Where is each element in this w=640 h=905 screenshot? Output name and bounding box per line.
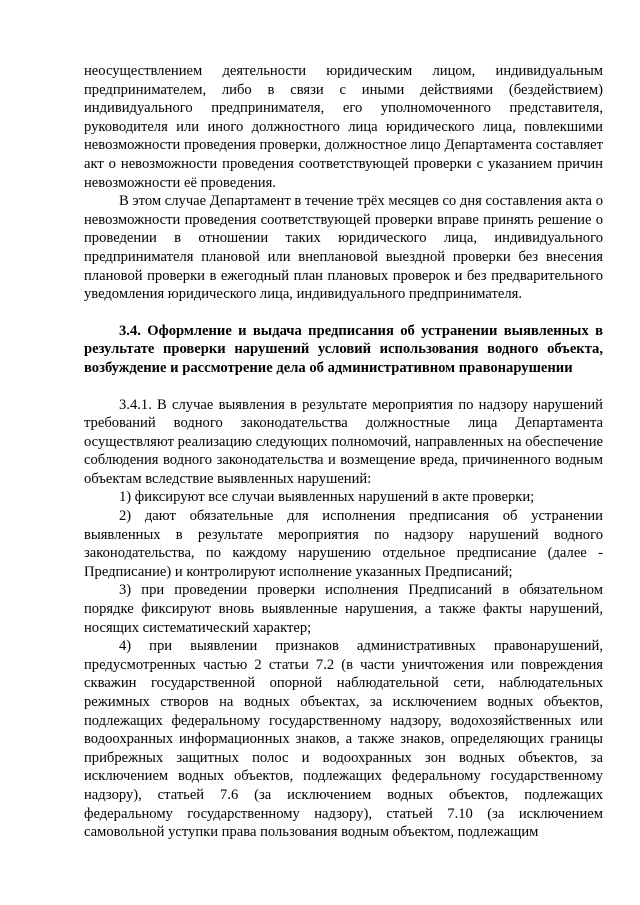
- paragraph-3-4-1: 3.4.1. В случае выявления в результате мероприятия по надзору нарушений требований водного законодательства должностные лица Департамента осуществляют реализацию следующих полномочий, направленных на обеспечение соблюдения водного законодательства и возмещение вреда, причиненного водным объектам вследствие выявленных нарушений:: [84, 396, 603, 487]
- paragraph-impossibility-act: неосуществлением деятельности юридическим лицом, индивидуальным предпринимателем, либо в связи с иными действиями (бездействием) индивидуального предпринимателя, его уполномоченного представителя, руководителя или иного должностного лица юридического лица, повлекшими невозможности проведения проверки, должностное лицо Департамента составляет акт о невозможности проведения соответствующей проверки с указанием причин невозможности её проведения.: [84, 63, 603, 191]
- list-item-1: 1) фиксируют все случаи выявленных нарушений в акте проверки;: [119, 489, 535, 506]
- document-page: [84, 62, 603, 842]
- list-item-4: 4) при выявлении признаков административных правонарушений, предусмотренных частью 2 статьи 7.2 (в части уничтожения или повреждения скважин государственной опорной наблюдательной сети, наблюдательных режимных створов на водных объектах, за исключением водных объектов, подлежащих федеральному государственному надзору, водохозяйственных или водоохранных информационных знаков, а также знаков, определяющих границы прибрежных защитных полос и водоохранных зон водных объектов, за исключением водных объектов, подлежащих федеральному государственному надзору), статьей 7.6 (за исключением водных объектов, подлежащих федеральному государственному надзору), статьей 7.10 (за исключением самовольной уступки права пользования водным объектом, подлежащим: [84, 638, 603, 841]
- list-item-2: 2) дают обязательные для исполнения предписания об устранении выявленных в результате мероприятия по надзору нарушений водного законодательства, по каждому нарушению отдельное предписание (далее - Предписание) и контролируют исполнение указанных Предписаний;: [84, 508, 603, 580]
- section-heading: 3.4. Оформление и выдача предписания об устранении выявленных в результате проверки нарушений условий использования водного объекта, возбуждение и рассмотрение дела об административном правонарушении: [84, 322, 603, 376]
- paragraph-department-decision: В этом случае Департамент в течение трёх месяцев со дня составления акта о невозможности проведения соответствующей проверки вправе принять решение о проведении в отношении таких юридического лица, индивидуального предпринимателя плановой или внеплановой выездной проверки без внесения плановой проверки в ежегодный план плановых проверок и без предварительного уведомления юридического лица, индивидуального предпринимателя.: [84, 193, 603, 303]
- list-item-3: 3) при проведении проверки исполнения Предписаний в обязательном порядке фиксируют вновь выявленные нарушения, а также факты нарушений, носящих систематический характер;: [84, 582, 603, 636]
